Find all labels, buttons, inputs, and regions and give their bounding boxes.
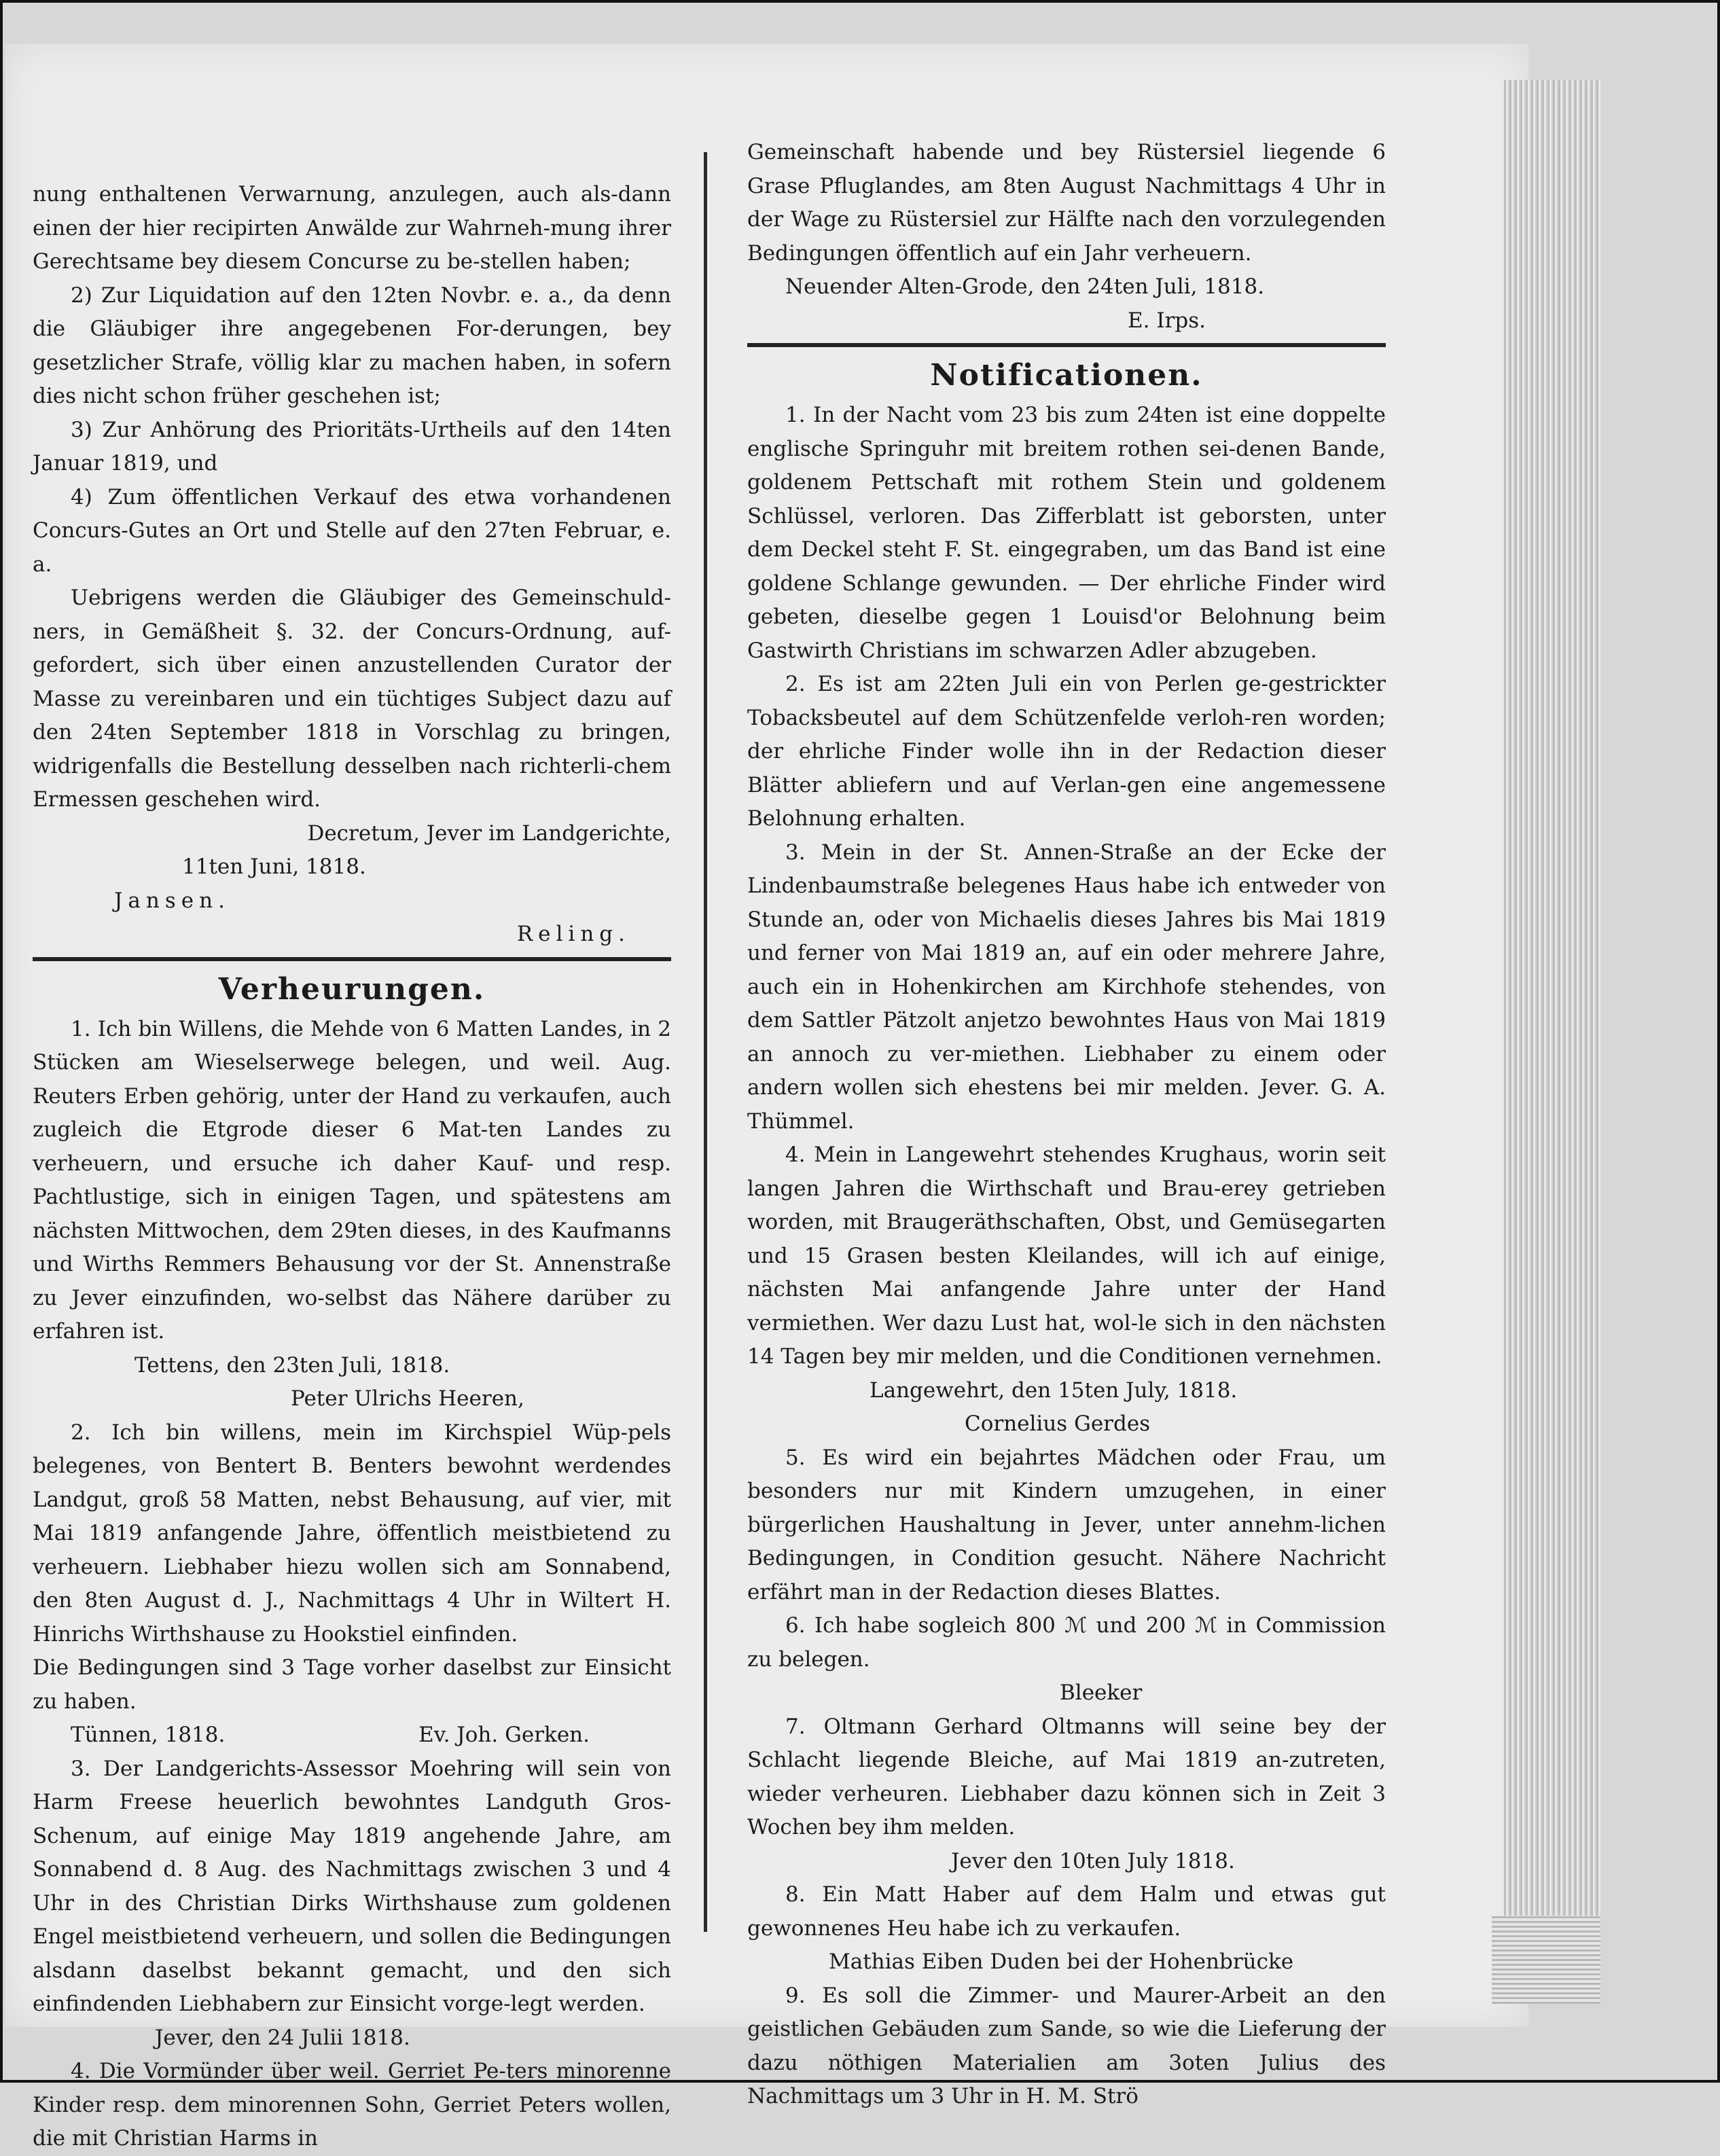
notification-7-place: Jever den 10ten July 1818.: [951, 1848, 1235, 1873]
verheurung-2-footer: [33, 1719, 671, 1753]
notification-6: 6. Ich habe sogleich 800 ℳ und 200 ℳ in Commission zu belegen.: [747, 1613, 1386, 1672]
decree-signers-2: [33, 918, 671, 952]
book-page-edges-lower: [1492, 1916, 1600, 2004]
verheurung-3: 3. Der Landgerichts-Assessor Moehring will sein von Harm Freese heuerlich bewohntes Landguth Gros-Schenum, auf einige May 1819 angehende Jahre, am Sonnabend d. 8 Aug. des Nachmittags zwischen 3 und 4 Uhr in des Christian Dirks Wirthshause zum goldenen Engel meistbietend verheuern, und sollen die Bedingungen alsdann daselbst bekannt gemacht, und den sich einfindenden Liebhabern zur Einsicht vorge-legt werden.: [33, 1756, 671, 2016]
decree-signers: [33, 884, 671, 918]
section-heading-notificationen: Notificationen.: [930, 358, 1203, 393]
verheurung-1-place: Tettens, den 23ten Juli, 1818.: [135, 1352, 450, 1378]
verheurung-2-signer: Ev. Joh. Gerken.: [418, 1723, 590, 1747]
notification-5: 5. Es wird ein bejahrtes Mädchen oder Frau, um besonders nur mit Kindern umzugehen, in einer bürgerlichen Haushaltung in Jever, unter annehm-lichen Bedingungen, in Condition gesucht. Nähere Nachricht erfährt man in der Redaction dieses Blattes.: [747, 1445, 1386, 1604]
notification-4-signer: Cornelius Gerdes: [965, 1412, 1151, 1436]
concourse-closing: Uebrigens werden die Gläubiger des Gemeinschuld-ners, in Gemäßheit §. 32. der Concurs-Ordnung, auf-gefordert, sich über einen anzustellenden Curator der Masse zu vereinbaren und ein tüchtiges Subject dazu auf den 24ten September 1818 in Vorschlag zu bringen, widrigenfalls die Bestellung desselben nach richterli-chem Ermessen geschehen wird.: [33, 586, 671, 812]
section-heading-verheurungen: Verheurungen.: [218, 971, 486, 1007]
verheurung-4-place: Neuender Alten-Grode, den 24ten Juli, 1818.: [785, 274, 1265, 299]
verheurung-2: 2. Ich bin willens, mein im Kirchspiel Wüp-pels belegenes, von Bentert B. Benters bewohnt werdendes Landgut, groß 58 Matten, nebst Behausung, auf vier, mit Mai 1819 anfangende Jahre, öffentlich meistbietend zu verheuern. Liebhaber hiezu wollen sich am Sonnabend, den 8ten August d. J., Nachmittags 4 Uhr in Wiltert H. Hinrichs Wirthshause zu Hookstiel einfinden.: [33, 1420, 671, 1647]
verheurung-4-signer: E. Irps.: [1128, 308, 1206, 333]
verheurung-1: 1. Ich bin Willens, die Mehde von 6 Matten Landes, in 2 Stücken am Wieselserwege belegen, und weil. Aug. Reuters Erben gehörig, unter der Hand zu verkaufen, auch zugleich die Etgrode dieser 6 Mat-ten Landes zu verheuern, und ersuche ich daher Kauf- und resp. Pachtlustige, sich in einigen Tagen, und spätestens am nächsten Mittwochen, dem 29ten dieses, in des Kaufmanns und Wirths Remmers Behausung vor der St. Annenstraße zu Jever einzufinden, wo-selbst das Nähere darüber zu erfahren ist.: [33, 1016, 671, 1344]
notification-4: 4. Mein in Langewehrt stehendes Krughaus, worin seit langen Jahren die Wirthschaft und Brau-erey getrieben worden, mit Braugeräthschaften, Obst, und Gemüsegarten und 15 Grasen besten Kleilandes, will ich auf einige, nächsten Mai anfangende Jahre unter der Hand vermiethen. Wer dazu Lust hat, wol-le sich in den nächsten 14 Tagen bey mir melden, und die Conditionen vernehmen.: [747, 1143, 1386, 1369]
notification-8: 8. Ein Matt Haber auf dem Halm und etwas gut gewonnenes Heu habe ich zu verkaufen.: [747, 1882, 1386, 1941]
left-column: [33, 178, 671, 2156]
notification-4-place: Langewehrt, den 15ten July, 1818.: [870, 1378, 1238, 1403]
notification-2: 2. Es ist am 22ten Juli ein von Perlen ge-gestrickter Tobacksbeutel auf dem Schützenfelde verloh-ren worden; der ehrliche Finder wolle ihn in der Redaction dieser Blätter abliefern und auf Verlan-gen eine angemessene Belohnung erhalten.: [747, 672, 1386, 831]
decree-date: 11ten Juni, 1818.: [182, 855, 366, 879]
notification-7: 7. Oltmann Gerhard Oltmanns will seine bey der Schlacht liegende Bleiche, auf Mai 1819 an-zutreten, wieder verheuren. Liebhaber dazu können sich in Zeit 3 Wochen bey ihm melden.: [747, 1714, 1386, 1839]
signer-reling: Reling.: [516, 922, 630, 946]
notification-3: 3. Mein in der St. Annen-Straße an der Ecke der Lindenbaumstraße belegenes Haus habe ich entweder von Stunde an, oder von Michaelis dieses Jahres bis Mai 1819 und ferner von Mai 1819 an, auf ein oder mehrere Jahre, auch ein in Hohenkirchen am Kirchhofe stehendes, von dem Sattler Pätzolt anjetzo bewohntes Haus von Mai 1819 an annoch zu ver-miethen. Liebhaber zu einem oder andern wollen sich ehestens bei mir melden. Jever. G. A. Thümmel.: [747, 840, 1386, 1134]
notification-1: 1. In der Nacht vom 23 bis zum 24ten ist eine doppelte englische Springuhr mit breitem rothen sei-denen Bande, goldenem Pettschaft mit rothem Stein und goldenem Schlüssel, verloren. Das Zifferblatt ist geborsten, unter dem Deckel steht F. St. eingegraben, um das Band ist eine goldene Schlange gewunden. — Der ehrliche Finder wird gebeten, dieselbe gegen 1 Louisd'or Belohnung beim Gastwirth Christians im schwarzen Adler abzugeben.: [747, 403, 1386, 663]
section-rule-right: [747, 343, 1386, 347]
concourse-item-4: 4) Zum öffentlichen Verkauf des etwa vorhandenen Concurs-Gutes an Ort und Stelle auf den 27ten Februar, e. a.: [33, 484, 671, 577]
notification-9: 9. Es soll die Zimmer- und Maurer-Arbeit an den geistlichen Gebäuden zum Sande, so wie die Lieferung der dazu nöthigen Materialien am 3oten Julius des Nachmittags um 3 Uhr in H. M. Strö: [747, 1983, 1386, 2108]
concourse-item-3: 3) Zur Anhörung des Prioritäts-Urtheils auf den 14ten Januar 1819, und: [33, 417, 671, 475]
verheurung-4: 4. Die Vormünder über weil. Gerriet Pe-ters minorenne Kinder resp. dem minorennen Sohn, Gerriet Peters wollen, die mit Christian Harms in: [33, 2059, 671, 2151]
newspaper-page: [5, 43, 1528, 2151]
notification-6-signer: Bleeker: [1060, 1681, 1143, 1705]
decree-line: Decretum, Jever im Landgerichte,: [307, 821, 671, 846]
verheurung-2-conditions: Die Bedingungen sind 3 Tage vorher daselbst zur Einsicht zu haben.: [33, 1655, 671, 1714]
book-page-edges: [1504, 80, 1600, 1996]
verheurung-4-continued: Gemeinschaft habende und bey Rüstersiel liegende 6 Grase Pfluglandes, am 8ten August Nachmittags 4 Uhr in der Wage zu Rüstersiel zur Hälfte nach den vorzulegenden Bedingungen öffentlich auf ein Jahr verheuern.: [747, 140, 1386, 266]
column-divider: [704, 152, 707, 1932]
right-column: [747, 136, 1386, 2114]
notification-8-signer: Mathias Eiben Duden bei der Hohenbrücke: [829, 1950, 1294, 1974]
verheurung-1-signer: Peter Ulrichs Heeren,: [291, 1386, 524, 1411]
concourse-item-2: 2) Zur Liquidation auf den 12ten Novbr. e. a., da denn die Gläubiger ihre angegebenen For-derungen, bey gesetzlicher Strafe, völlig klar zu machen haben, in sofern dies nicht schon früher geschehen ist;: [33, 283, 671, 408]
signer-jansen: Jansen.: [114, 888, 230, 913]
verheurung-2-place: Tünnen, 1818.: [71, 1723, 226, 1747]
concourse-intro: nung enthaltenen Verwarnung, anzulegen, auch als-dann einen der hier recipirten Anwälde zur Wahrneh-mung ihrer Gerechtsame bey diesem Concurse zu be-stellen haben;: [33, 182, 671, 274]
verheurung-3-place: Jever, den 24 Julii 1818.: [155, 2025, 410, 2050]
section-rule: [33, 957, 671, 961]
